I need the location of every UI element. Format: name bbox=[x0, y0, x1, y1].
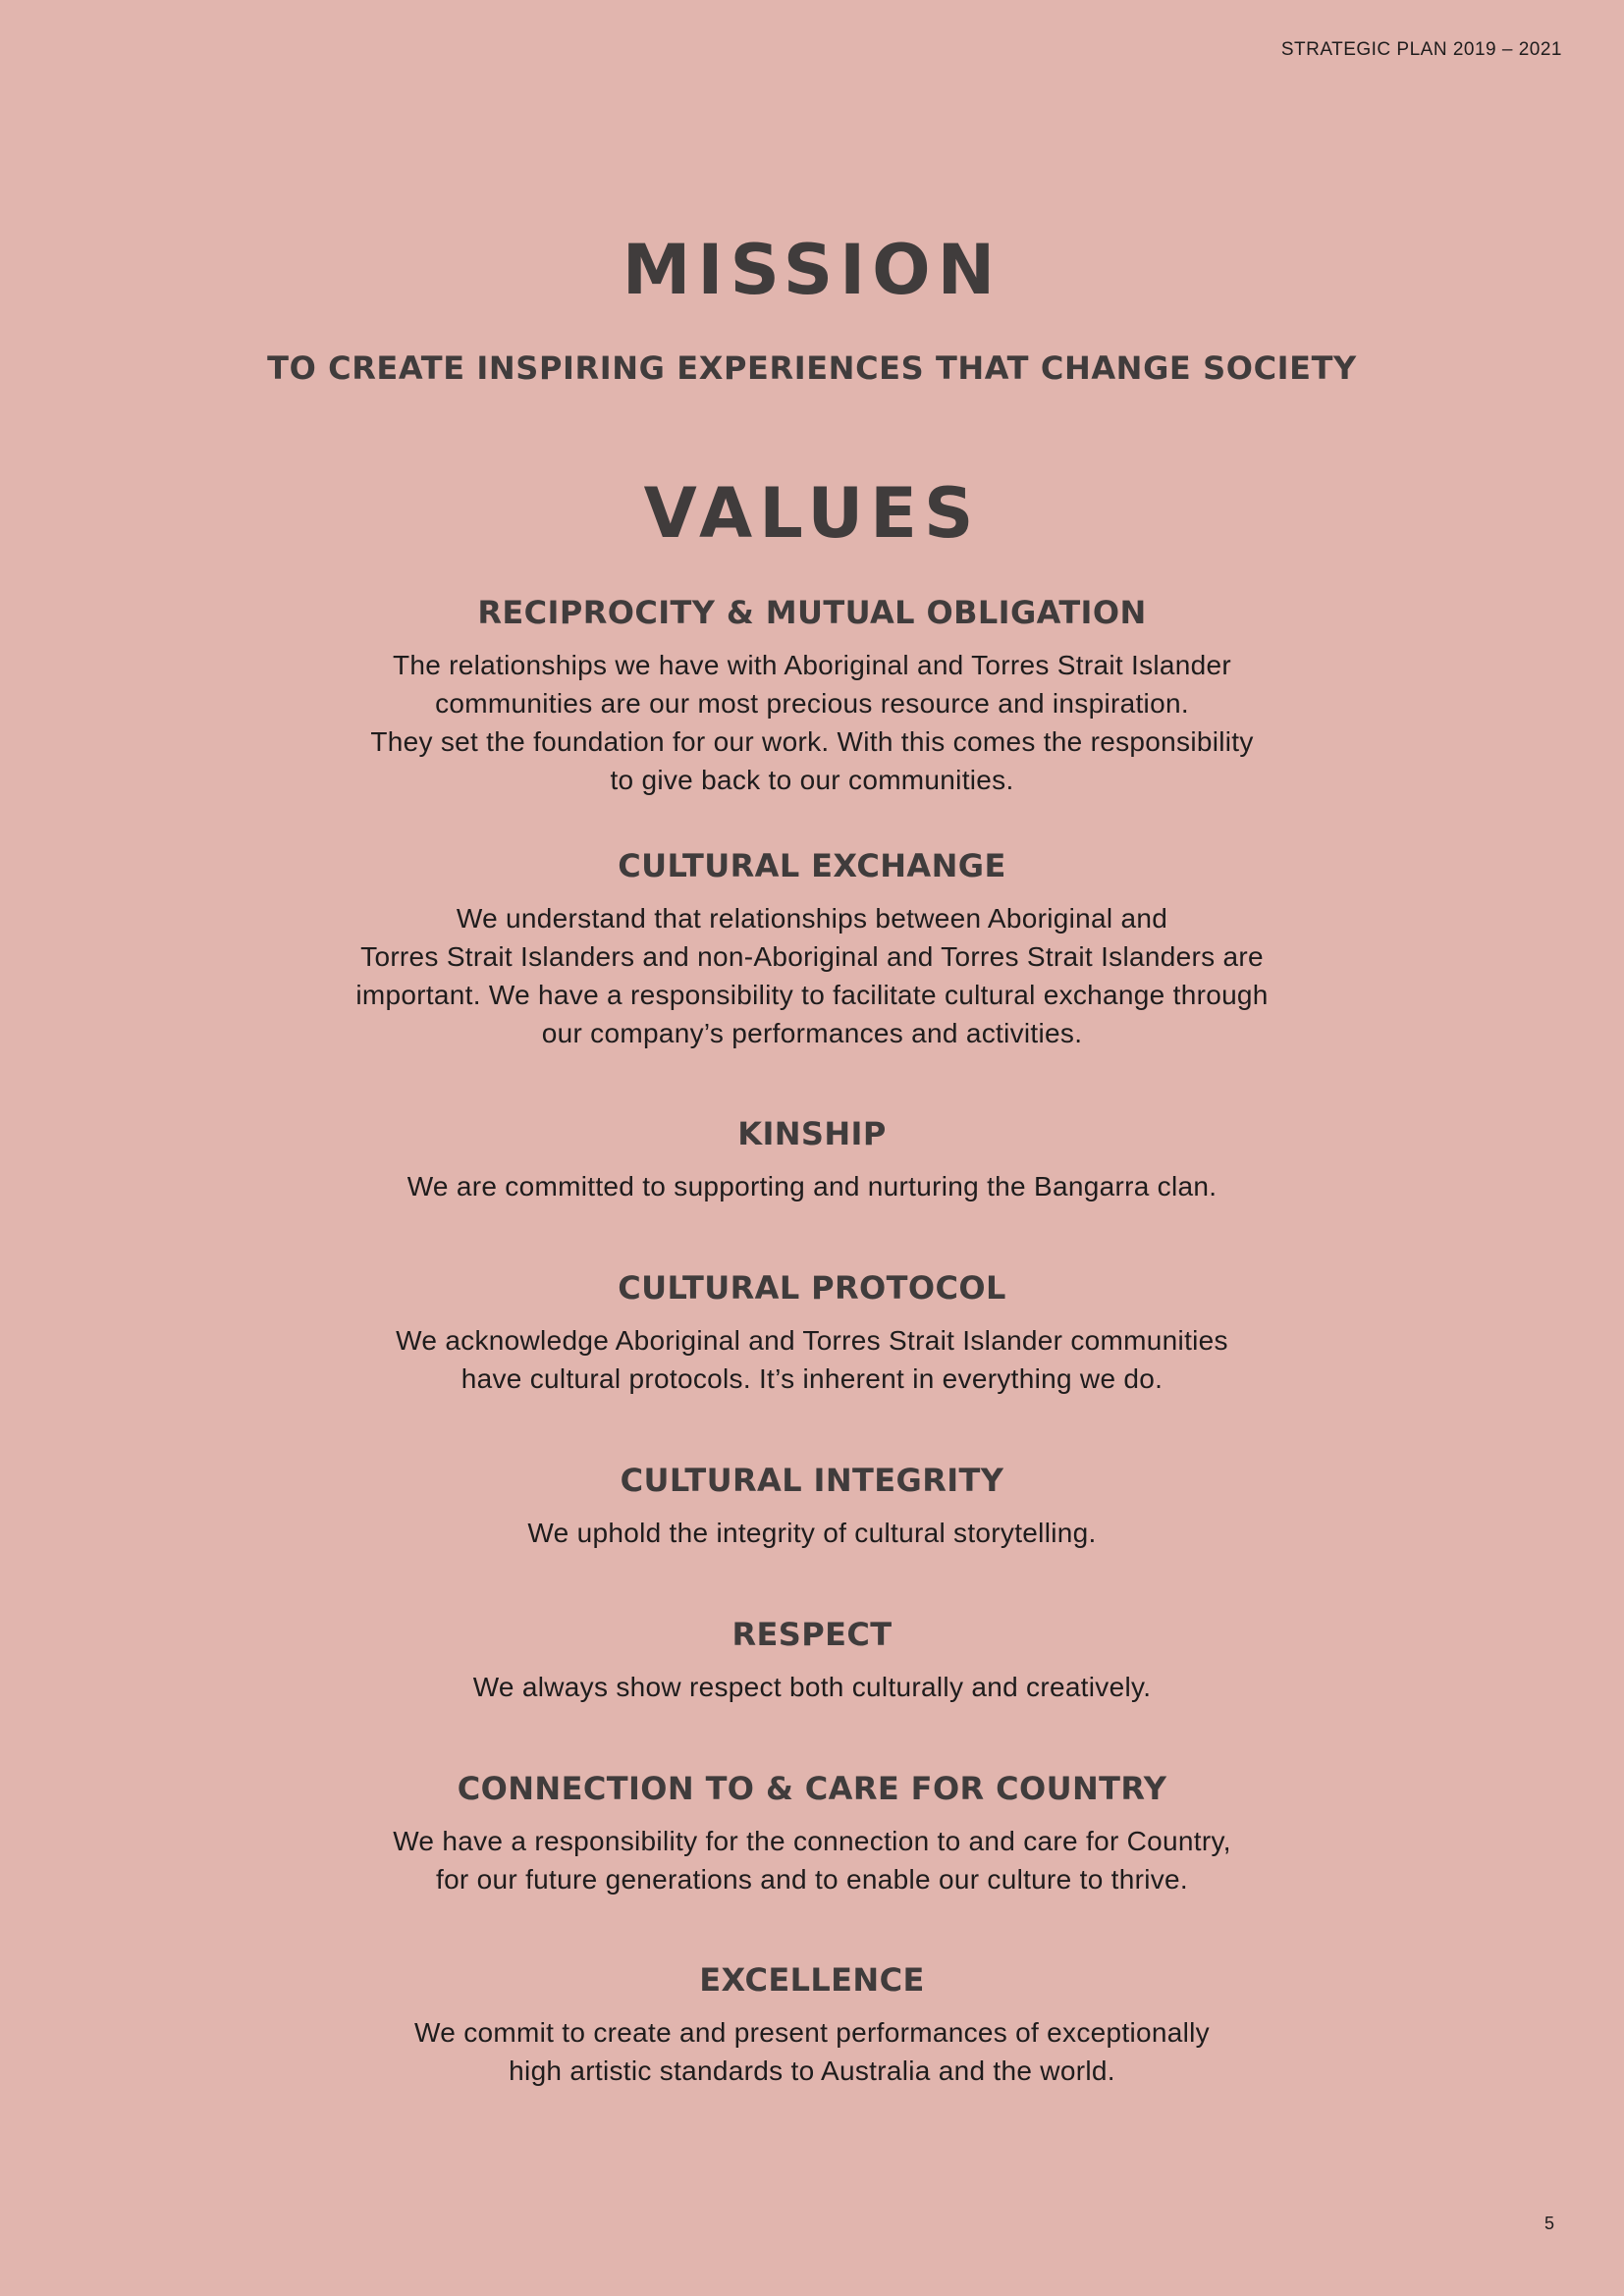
value-heading: RESPECT bbox=[731, 1616, 893, 1653]
value-respect bbox=[255, 1615, 1369, 1706]
document-header-label: STRATEGIC PLAN 2019 – 2021 bbox=[1280, 39, 1562, 60]
value-description: We are committed to supporting and nurturing the Bangarra clan. bbox=[406, 1170, 1218, 1201]
mission-title: MISSION bbox=[622, 230, 1002, 310]
value-heading: CULTURAL EXCHANGE bbox=[618, 847, 1006, 884]
value-description: We always show respect both culturally and creatively. bbox=[472, 1671, 1152, 1702]
page-number: 5 bbox=[1543, 2214, 1554, 2233]
value-description: We uphold the integrity of cultural storytelling. bbox=[527, 1517, 1097, 1548]
value-description: We commit to create and present performances of exceptionally high artistic standards to Australia and the world. bbox=[414, 2016, 1210, 2086]
value-cultural-integrity bbox=[255, 1461, 1369, 1552]
value-description: We have a responsibility for the connection to and care for Country, for our future generations and to enable our culture to thrive. bbox=[393, 1825, 1231, 1895]
value-kinship bbox=[255, 1114, 1369, 1205]
value-excellence bbox=[255, 1960, 1369, 2090]
value-description: We understand that relationships between Aboriginal and Torres Strait Islanders and non-Aboriginal and Torres Strait Islanders are important. We have a responsibility to facilitate cultural exchange through our company’s performances and activities. bbox=[355, 902, 1269, 1048]
value-description: We acknowledge Aboriginal and Torres Strait Islander communities have cultural protocols. It’s inherent in everything we do. bbox=[396, 1324, 1228, 1394]
value-heading: CULTURAL INTEGRITY bbox=[620, 1462, 1004, 1499]
value-heading: EXCELLENCE bbox=[699, 1961, 925, 1999]
value-heading: RECIPROCITY & MUTUAL OBLIGATION bbox=[477, 594, 1147, 631]
values-title: VALUES bbox=[643, 473, 981, 554]
value-reciprocity bbox=[255, 593, 1369, 799]
value-cultural-protocol bbox=[255, 1268, 1369, 1398]
mission-statement: TO CREATE INSPIRING EXPERIENCES THAT CHANGE SOCIETY bbox=[267, 349, 1357, 387]
value-heading: CONNECTION TO & CARE FOR COUNTRY bbox=[457, 1770, 1167, 1807]
value-connection-to-country bbox=[255, 1769, 1369, 1898]
value-heading: KINSHIP bbox=[737, 1115, 887, 1152]
value-heading: CULTURAL PROTOCOL bbox=[618, 1269, 1006, 1307]
value-description: The relationships we have with Aboriginal and Torres Strait Islander communities are our most precious resource and inspiration. They set the foundation for our work. With this comes the responsibility to give back to our communities. bbox=[370, 649, 1254, 795]
value-cultural-exchange bbox=[255, 846, 1369, 1052]
